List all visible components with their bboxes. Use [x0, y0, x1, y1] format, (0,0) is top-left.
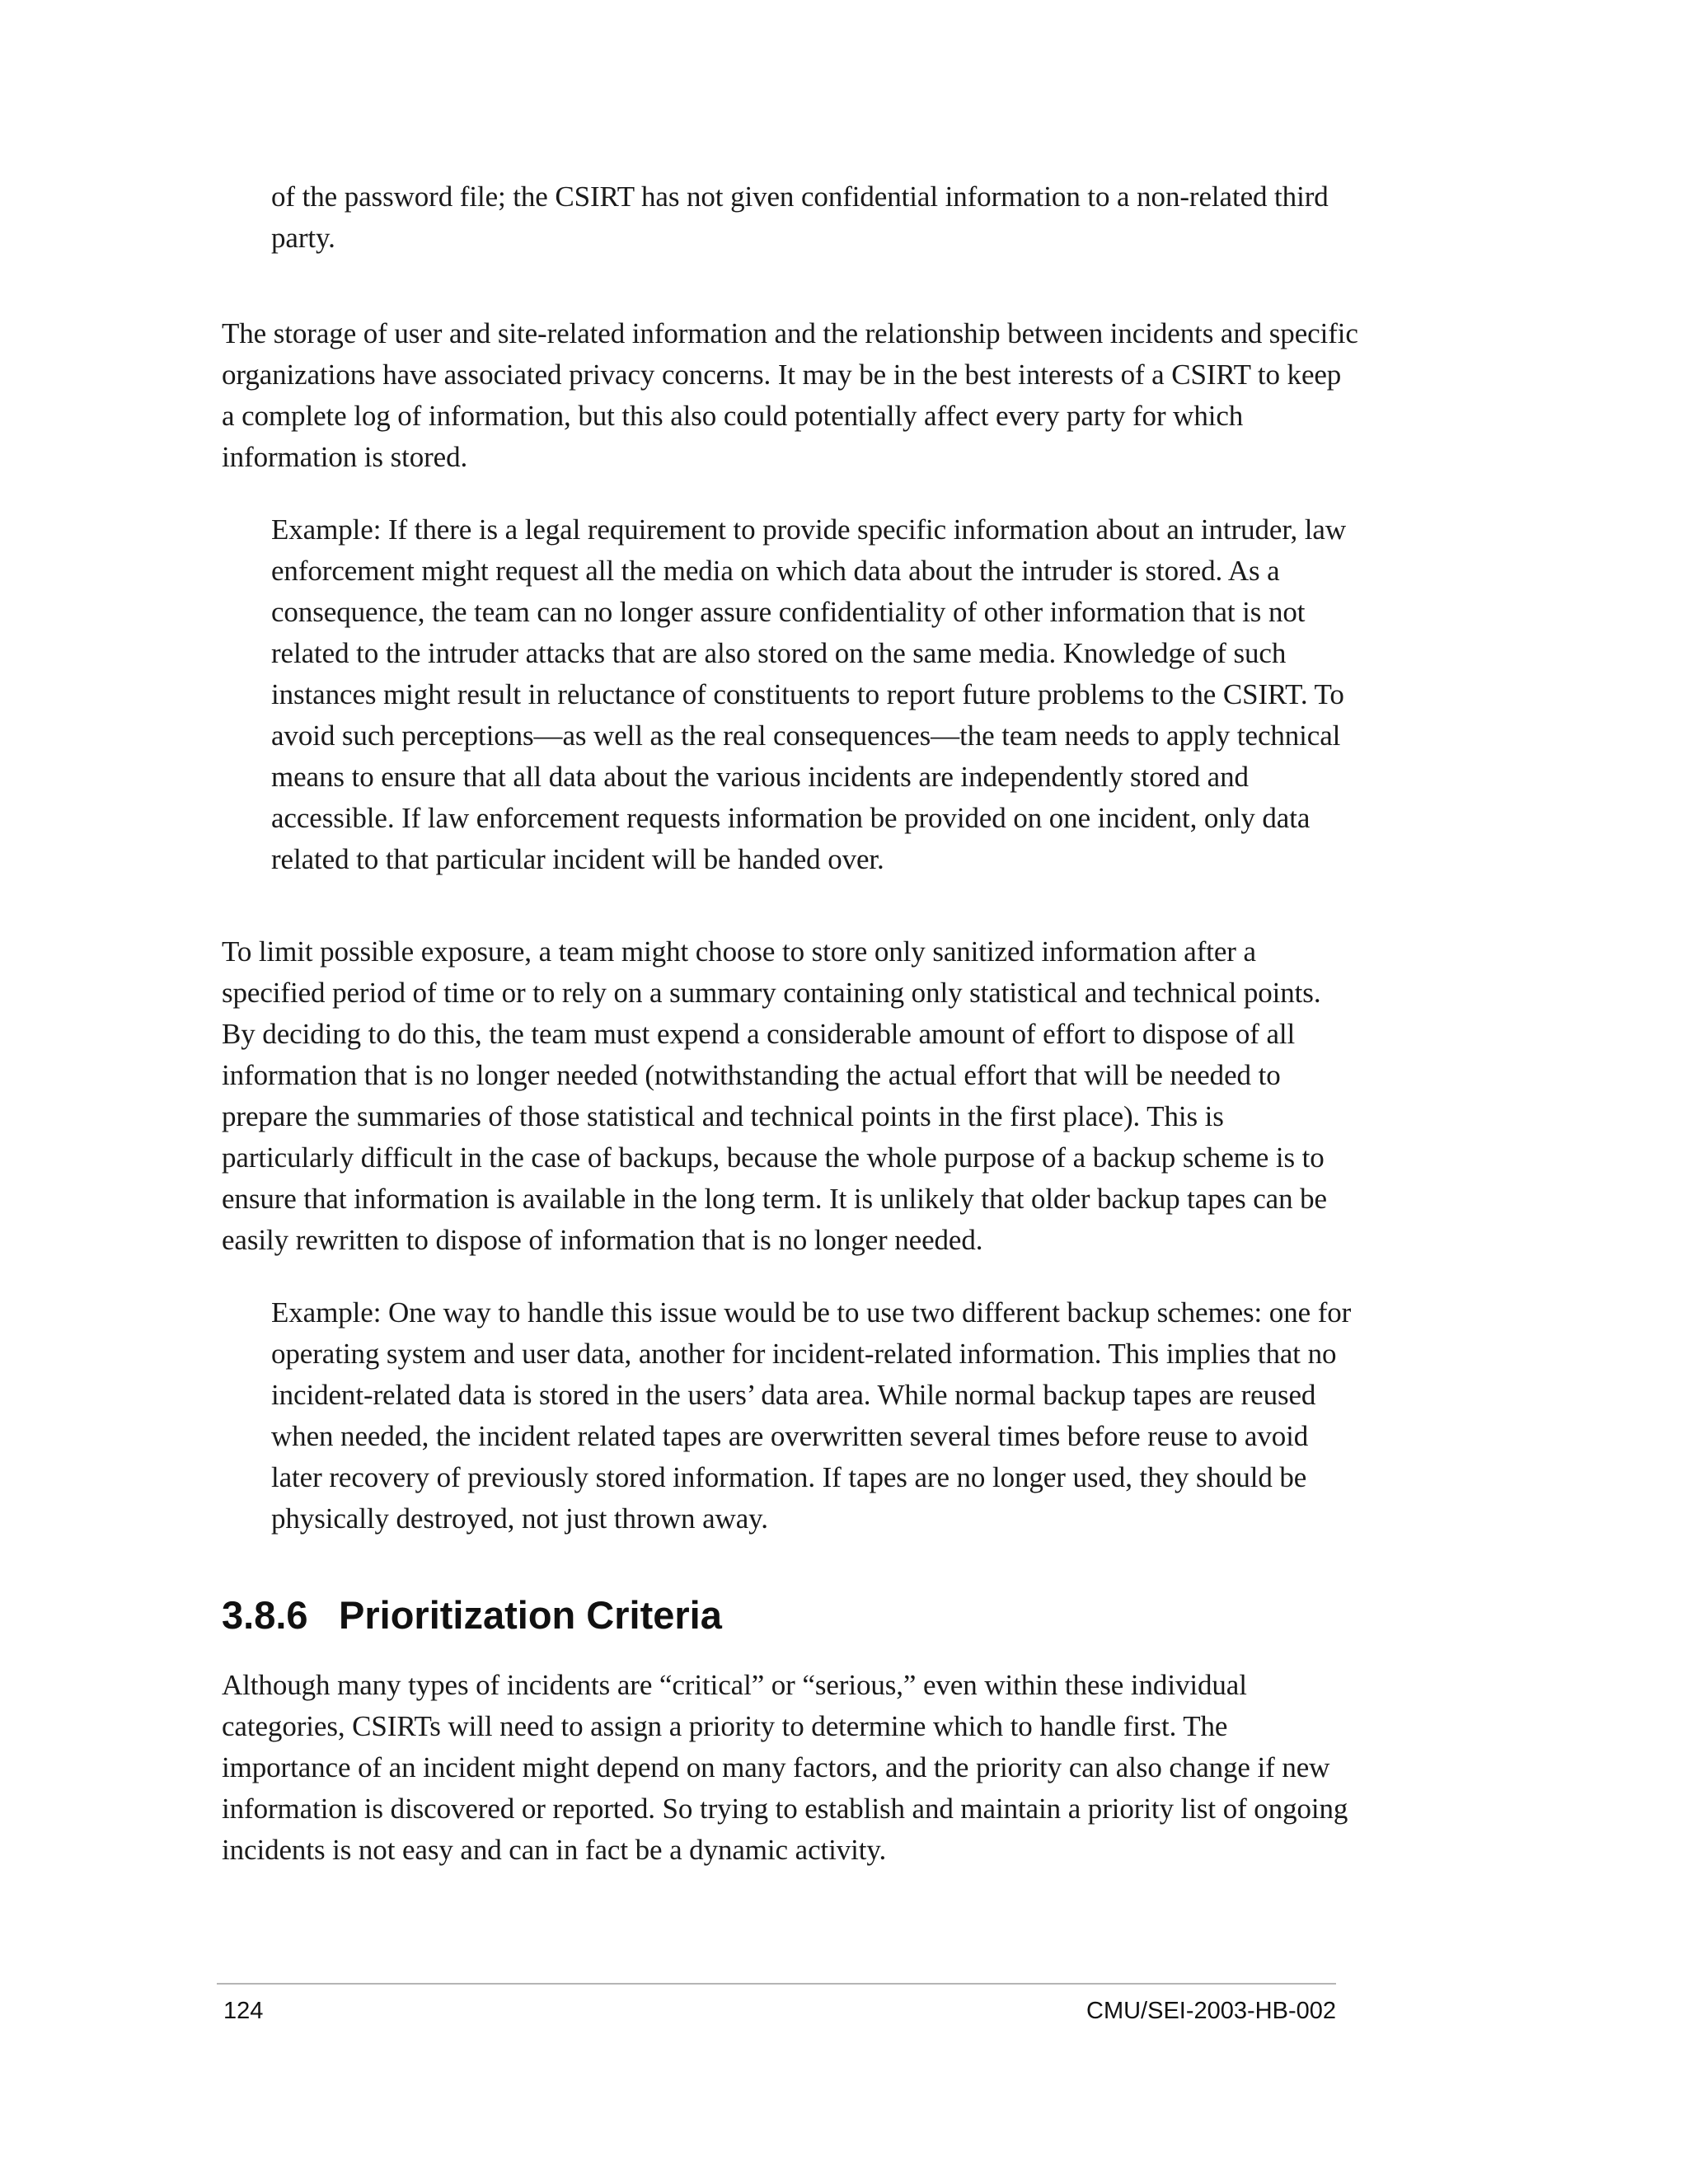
- paragraph-example-law-enforcement: Example: If there is a legal requirement to provide specific information about an intruder, law enforcement might request all the media on which data about the intruder is stored. As a consequence, the team can no longer assure confidentiality of other information that is not related to the intruder attacks that are also stored on the same media. Knowledge of such instances might result in reluctance of constituents to report future problems to the CSIRT. To avoid such perceptions—as well as the real consequences—the team needs to apply technical means to ensure that all data about the various incidents are independently stored and accessible. If law enforcement requests information be provided on one incident, only data related to that particular incident will be handed over.: [271, 513, 1347, 875]
- paragraph-example-backup-schemes: Example: One way to handle this issue would be to use two different backup schemes: one for operating system and user data, another for incident-related information. This implies that no incident-related data is stored in the users’ data area. While normal backup tapes are reused when needed, the incident related tapes are overwritten several times before reuse to avoid later recovery of previously stored information. If tapes are no longer used, they should be physically destroyed, not just thrown away.: [271, 1296, 1352, 1535]
- section-heading: [222, 1591, 722, 1640]
- page-number: 124: [223, 1998, 264, 2024]
- paragraph-prioritization: Although many types of incidents are “critical” or “serious,” even within these individual categories, CSIRTs will need to assign a priority to determine which to handle first. The importance of an incident might depend on many factors, and the priority can also change if new information is discovered or reported. So trying to establish and maintain a priority list of ongoing incidents is not easy and can in fact be a dynamic activity.: [222, 1669, 1348, 1866]
- paragraph-limit-exposure: To limit possible exposure, a team might choose to store only sanitized information after a specified period of time or to rely on a summary containing only statistical and technical points. By deciding to do this, the team must expend a considerable amount of effort to dispose of all information that is no longer needed (notwithstanding the actual effort that will be needed to prepare the summaries of those statistical and technical points in the first place). This is particularly difficult in the case of backups, because the whole purpose of a backup scheme is to ensure that information is available in the long term. It is unlikely that older backup tapes can be easily rewritten to dispose of information that is no longer needed.: [222, 935, 1327, 1256]
- section-title: Prioritization Criteria: [339, 1593, 722, 1637]
- paragraph-password-file-continuation: of the password file; the CSIRT has not given confidential information to a non-related third party.: [271, 180, 1329, 254]
- footer-divider: [217, 1983, 1336, 1985]
- paragraph-privacy-concerns: The storage of user and site-related information and the relationship between incidents and specific organizations have associated privacy concerns. It may be in the best interests of a CSIRT to keep a complete log of information, but this also could potentially affect every party for which information is stored.: [222, 317, 1358, 473]
- section-number: 3.8.6: [222, 1593, 308, 1637]
- document-id: CMU/SEI-2003-HB-002: [1086, 1998, 1336, 2024]
